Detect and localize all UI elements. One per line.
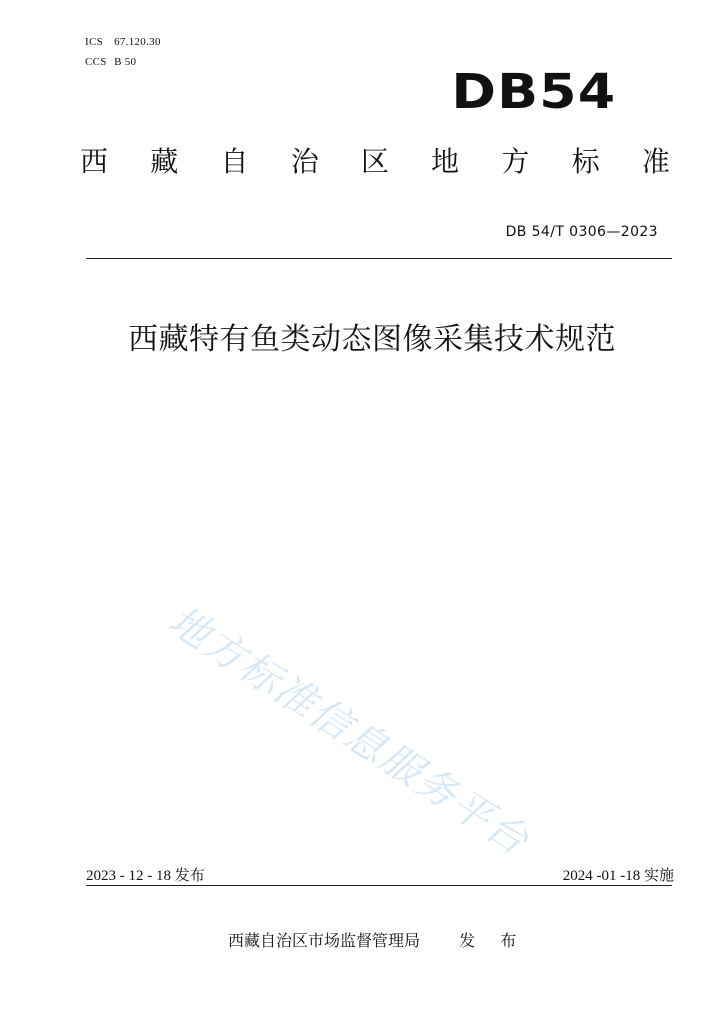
publisher-name: 西藏自治区市场监督管理局 [228, 931, 421, 950]
category-char: 区 [360, 145, 389, 178]
category-char: 藏 [150, 145, 179, 178]
publisher-line [228, 928, 526, 951]
implementation-date: 2024 -01 -18 实施 [562, 868, 674, 884]
category-char: 自 [220, 145, 249, 178]
category-char: 标 [571, 145, 600, 178]
db54-logo: DB54 [451, 64, 616, 120]
category-char: 治 [290, 145, 319, 178]
watermark: 地方标准信息服务平台 [160, 597, 538, 865]
ics-code: 67.120.30 [114, 36, 161, 48]
ccs-code: B 50 [114, 56, 137, 68]
category-char: 地 [431, 145, 460, 178]
top-divider [86, 258, 672, 259]
ccs-label: CCS [85, 56, 107, 68]
category-char: 西 [80, 145, 109, 178]
bottom-divider [86, 885, 672, 886]
category-char: 准 [641, 145, 670, 178]
issue-date: 2023 - 12 - 18 发布 [86, 868, 205, 884]
publish-word: 发 布 [459, 931, 527, 950]
ics-classification [85, 36, 161, 48]
standard-number: DB 54/T 0306—2023 [505, 224, 658, 240]
ics-label: ICS [85, 36, 104, 48]
ccs-classification [85, 56, 136, 68]
document-title: 西藏特有鱼类动态图像采集技术规范 [128, 322, 616, 357]
standard-category-heading [80, 140, 670, 180]
category-char: 方 [501, 145, 530, 178]
